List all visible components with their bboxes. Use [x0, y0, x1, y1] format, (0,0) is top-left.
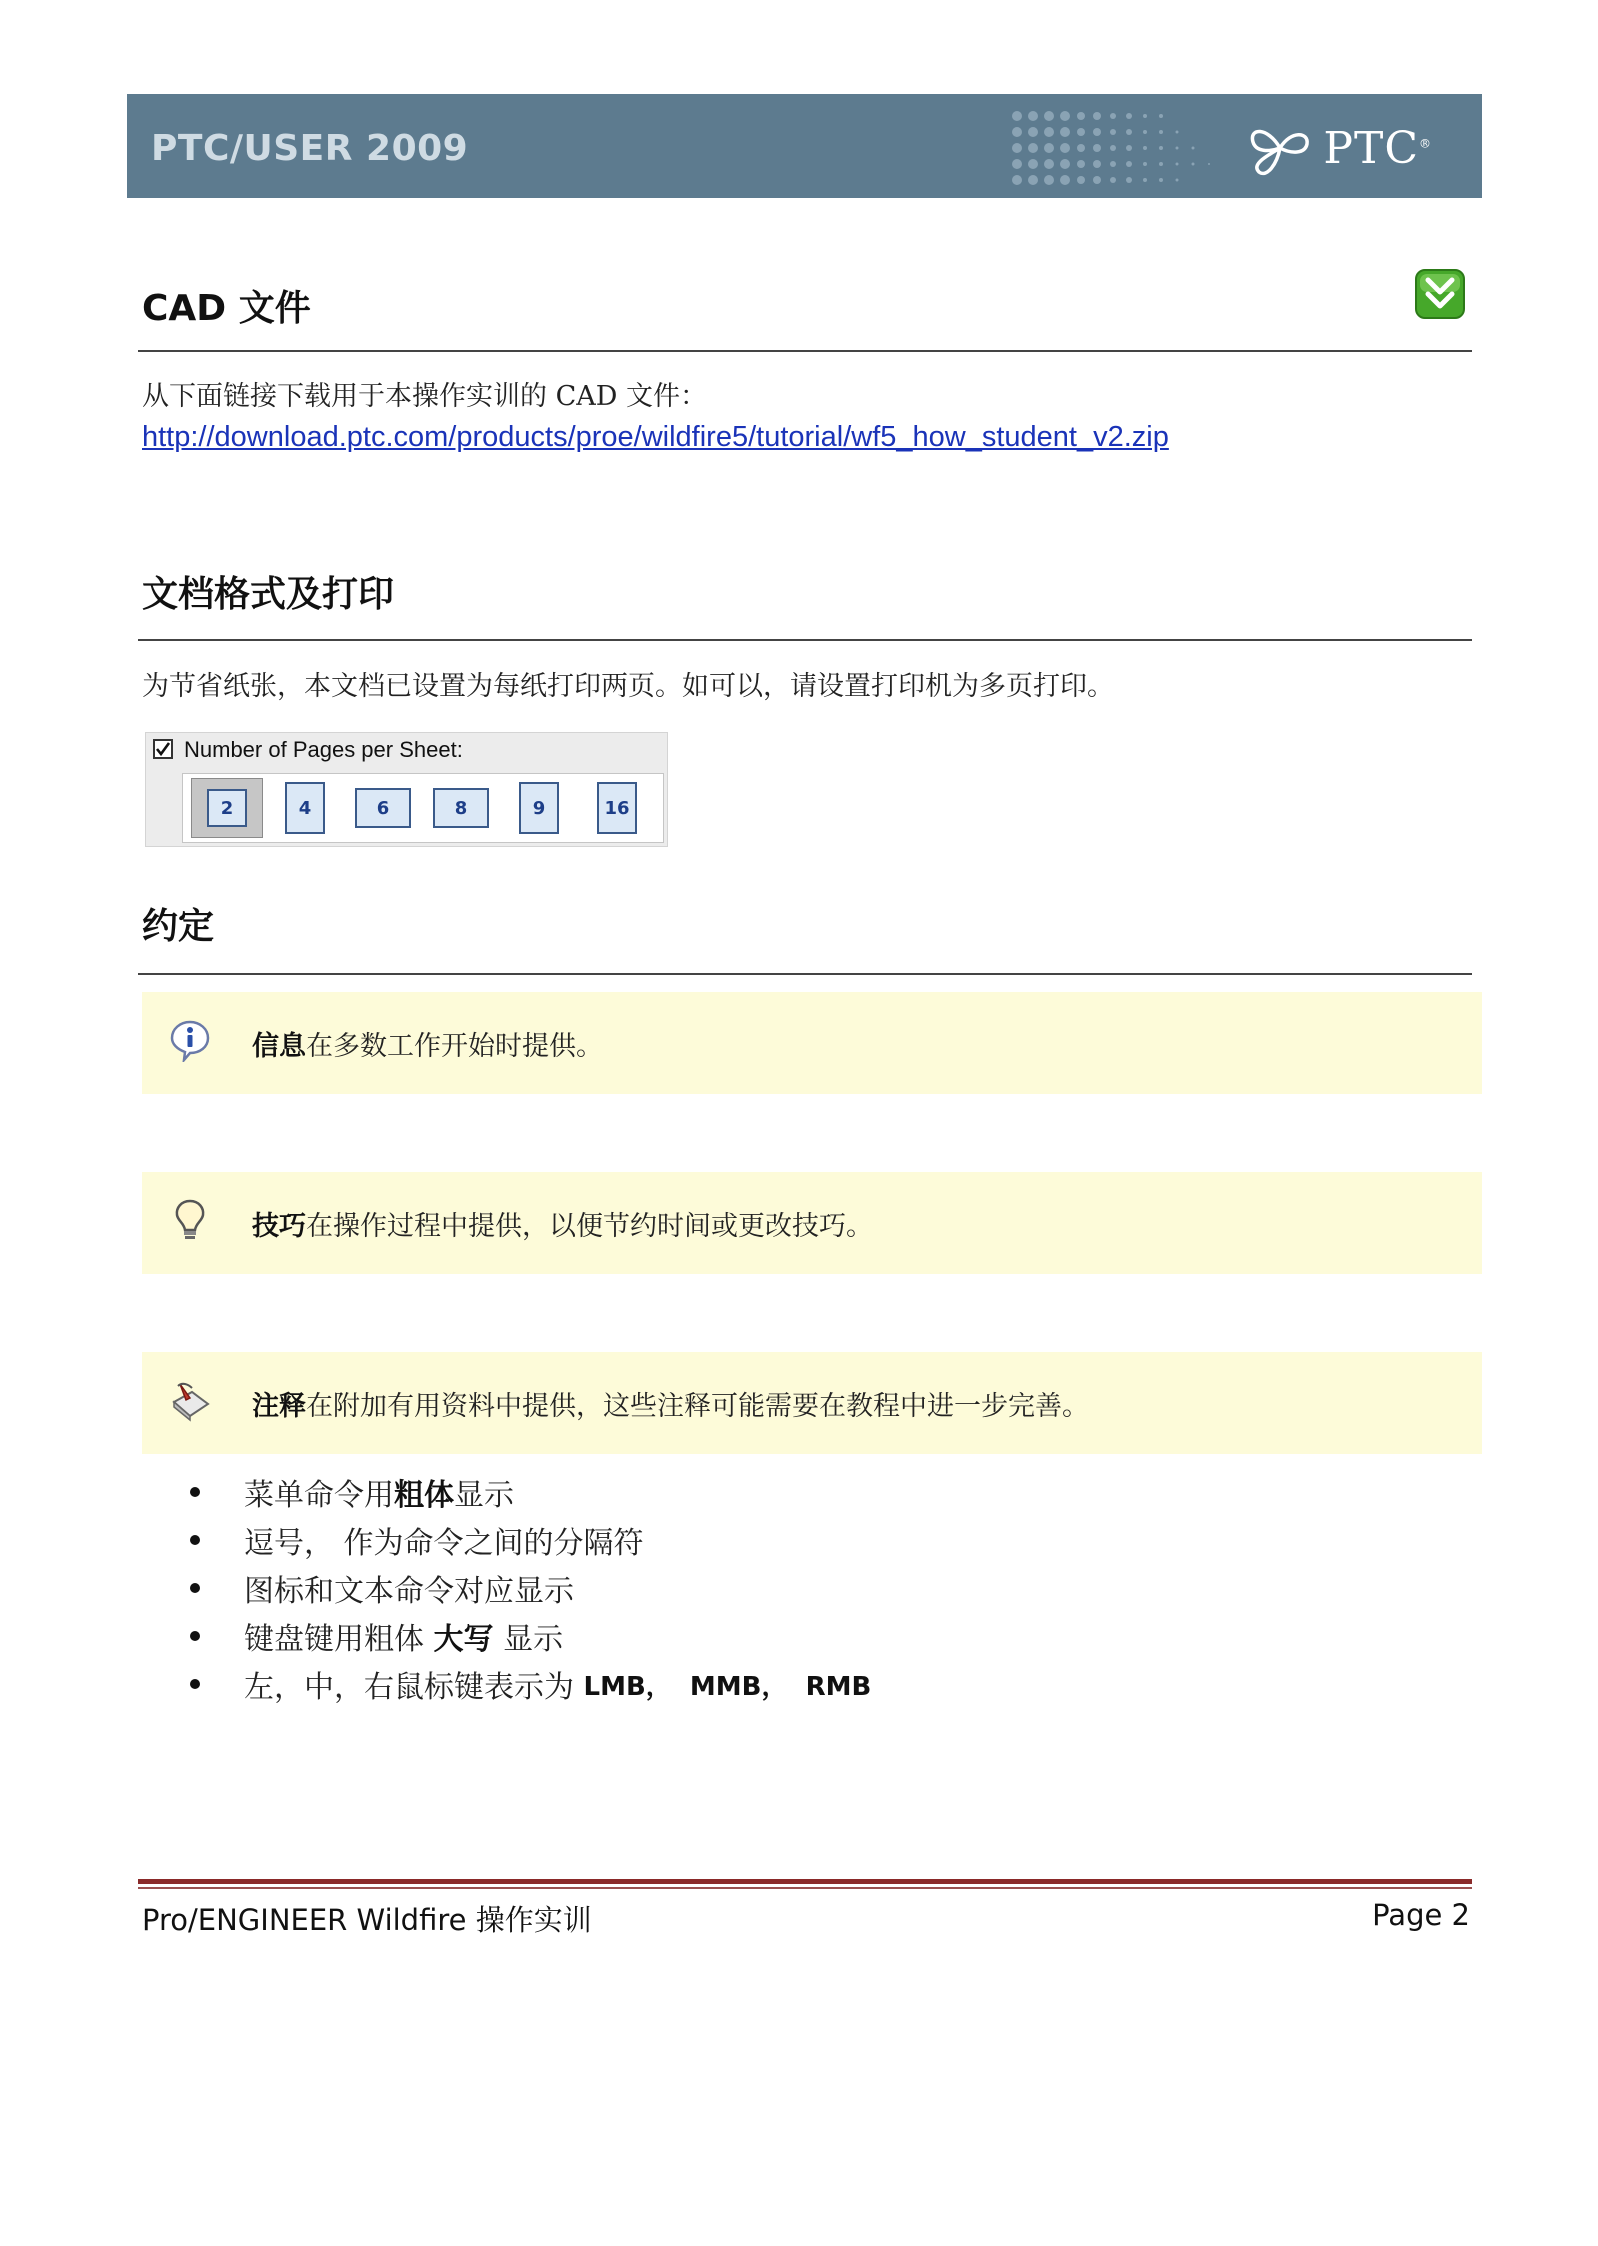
pages-option-label: 6 [355, 788, 411, 828]
pages-option-label: 2 [207, 789, 247, 827]
footer-title: Pro/ENGINEER Wildfire 操作实训 [142, 1903, 592, 1937]
bullet-dot [190, 1535, 200, 1545]
pages-option-16[interactable] [581, 778, 653, 838]
ptc-logo-text: PTC® [1323, 122, 1432, 174]
note-icon [168, 1378, 212, 1422]
list-item: 图标和文本命令对应显示 [190, 1564, 1390, 1612]
pages-option-label: 16 [597, 782, 637, 834]
pages-per-sheet-checkbox[interactable] [153, 739, 173, 759]
footer-divider [138, 1879, 1472, 1884]
conventions-divider [138, 973, 1472, 975]
ptc-butterfly-logo-icon [1247, 120, 1313, 176]
note-callout [142, 1352, 1482, 1454]
checkmark-icon [155, 741, 171, 757]
header-title: PTC/USER 2009 [151, 128, 469, 169]
page-number: Page 2 [1372, 1898, 1470, 1932]
pages-per-sheet-options [182, 773, 664, 843]
pages-option-2[interactable] [191, 778, 263, 838]
format-divider [138, 639, 1472, 641]
cad-heading: CAD 文件 [142, 288, 311, 329]
info-icon [168, 1018, 212, 1062]
bullet-dot [190, 1679, 200, 1689]
format-heading: 文档格式及打印 [142, 574, 395, 615]
download-chevron-icon[interactable] [1414, 268, 1466, 320]
header-banner [127, 94, 1482, 198]
lightbulb-icon [168, 1198, 212, 1242]
format-description: 为节省纸张，本文档已设置为每纸打印两页。如可以，请设置打印机为多页打印。 [142, 671, 1114, 702]
bullet-dot [190, 1487, 200, 1497]
bullet-dot [190, 1631, 200, 1641]
pages-option-9[interactable] [503, 778, 575, 838]
info-callout-text: 信息在多数工作开始时提供。 [252, 1031, 603, 1062]
cad-description: 从下面链接下载用于本操作实训的 CAD 文件： [142, 381, 707, 412]
cad-download-link[interactable]: http://download.ptc.com/products/proe/wildfire5/tutorial/wf5_how_student_v2.zip [142, 421, 1169, 453]
pages-option-6[interactable] [347, 778, 419, 838]
pages-option-4[interactable] [269, 778, 341, 838]
pages-option-label: 8 [433, 788, 489, 828]
pages-option-label: 4 [285, 782, 325, 834]
tip-callout-text: 技巧在操作过程中提供，以便节约时间或更改技巧。 [252, 1211, 873, 1242]
list-item: 左，中，右鼠标键表示为 LMB， MMB， RMB [190, 1660, 1390, 1708]
cad-divider [138, 350, 1472, 352]
ptc-logo [1247, 120, 1432, 176]
pages-option-8[interactable] [425, 778, 497, 838]
note-callout-text: 注释在附加有用资料中提供，这些注释可能需要在教程中进一步完善。 [252, 1391, 1089, 1422]
info-callout [142, 992, 1482, 1094]
footer-divider-thin [138, 1887, 1472, 1889]
list-item: 键盘键用粗体 大写 显示 [190, 1612, 1390, 1660]
pages-option-label: 9 [519, 782, 559, 834]
list-item: 逗号， 作为命令之间的分隔符 [190, 1516, 1390, 1564]
conventions-heading: 约定 [142, 906, 215, 947]
pages-per-sheet-label: Number of Pages per Sheet: [184, 737, 463, 762]
bullet-dot [190, 1583, 200, 1593]
conventions-list [190, 1468, 1390, 1708]
pages-per-sheet-widget [145, 732, 668, 847]
list-item: 菜单命令用 粗体 显示 [190, 1468, 1390, 1516]
tip-callout [142, 1172, 1482, 1274]
